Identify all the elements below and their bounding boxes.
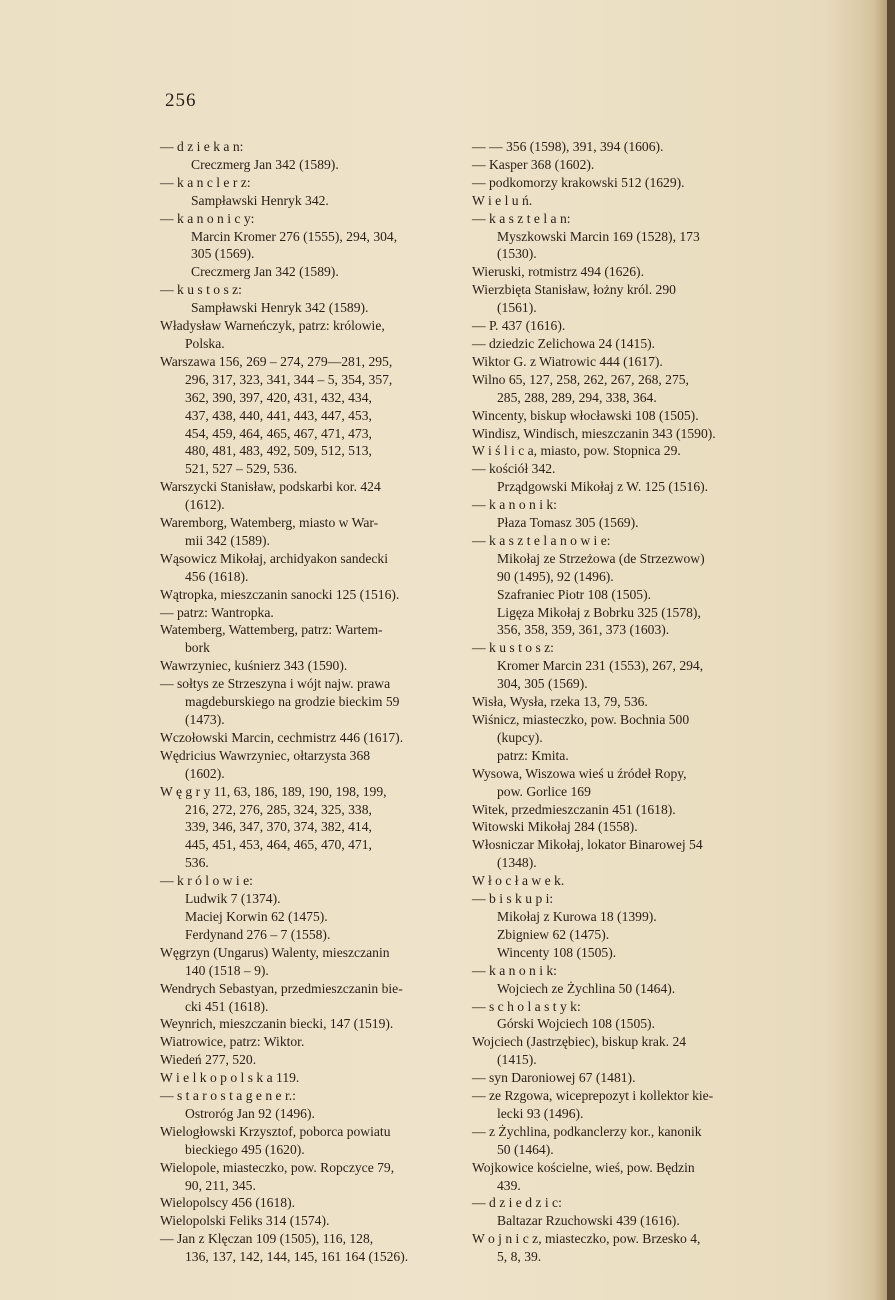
index-line: Witek, przedmieszczanin 451 (1618).: [472, 801, 676, 817]
index-line: 480, 481, 483, 492, 509, 512, 513,: [185, 443, 372, 459]
index-line: Ludwik 7 (1374).: [185, 891, 281, 907]
index-line: Wawrzyniec, kuśnierz 343 (1590).: [160, 658, 348, 674]
index-line: W ę g r y 11, 63, 186, 189, 190, 198, 199,: [160, 783, 387, 799]
index-line: Waremborg, Watemberg, miasto w War-: [160, 515, 379, 531]
index-line: Wielopolscy 456 (1618).: [160, 1195, 295, 1211]
index-line: W i ś l i c a, miasto, pow. Stopnica 29.: [472, 443, 681, 459]
index-line: 216, 272, 276, 285, 324, 325, 338,: [185, 801, 372, 817]
index-line: W i e l u ń.: [472, 192, 533, 208]
index-line: Wojkowice kościelne, wieś, pow. Będzin: [472, 1159, 695, 1175]
index-line: (1602).: [185, 765, 225, 781]
index-line: 456 (1618).: [185, 568, 249, 584]
index-line: — podkomorzy krakowski 512 (1629).: [472, 174, 685, 190]
index-line: Zbigniew 62 (1475).: [497, 926, 610, 942]
index-line: 521, 527 – 529, 536.: [185, 461, 298, 477]
index-line: Wiatrowice, patrz: Wiktor.: [160, 1034, 305, 1050]
index-line: bork: [185, 640, 210, 656]
index-line: Wojciech (Jastrzębiec), biskup krak. 24: [472, 1034, 687, 1050]
index-line: bieckiego 495 (1620).: [185, 1141, 305, 1157]
index-line: patrz: Kmita.: [497, 747, 569, 763]
index-line: Windisz, Windisch, mieszczanin 343 (1590).: [472, 425, 716, 441]
index-line: Wielopole, miasteczko, pow. Ropczyce 79,: [160, 1159, 395, 1175]
index-line: Ostroróg Jan 92 (1496).: [185, 1105, 315, 1121]
index-line: — k r ó l o w i e:: [160, 873, 253, 889]
index-line: W o j n i c z, miasteczko, pow. Brzesko 4,: [472, 1231, 701, 1247]
index-line: — syn Daroniowej 67 (1481).: [472, 1070, 636, 1086]
index-line: Marcin Kromer 276 (1555), 294, 304,: [191, 228, 398, 244]
index-line: Wczołowski Marcin, cechmistrz 446 (1617).: [160, 729, 404, 745]
index-line: Prządgowski Mikołaj z W. 125 (1516).: [497, 479, 709, 495]
index-line: Wątropka, mieszczanin sanocki 125 (1516).: [160, 586, 400, 602]
index-line: — P. 437 (1616).: [472, 318, 566, 334]
index-line: W ł o c ł a w e k.: [472, 873, 565, 889]
index-line: Wiedeń 277, 520.: [160, 1052, 257, 1068]
index-line: — dziedzic Zelichowa 24 (1415).: [472, 335, 656, 351]
index-line: Wilno 65, 127, 258, 262, 267, 268, 275,: [472, 371, 689, 387]
index-line: — k a n c l e r z:: [160, 174, 251, 190]
index-line: Myszkowski Marcin 169 (1528), 173: [497, 228, 700, 244]
index-line: 136, 137, 142, 144, 145, 161 164 (1526).: [185, 1249, 409, 1265]
index-line: 304, 305 (1569).: [497, 676, 588, 692]
index-line: 439.: [497, 1177, 521, 1193]
index-line: Creczmerg Jan 342 (1589).: [191, 156, 339, 172]
index-line: Mikołaj ze Strzeżowa (de Strzezwow): [497, 550, 705, 566]
index-line: (1348).: [497, 855, 537, 871]
index-line: Warszawa 156, 269 – 274, 279—281, 295,: [160, 353, 393, 369]
index-line: — sołtys ze Strzeszyna i wójt najw. prawa: [160, 676, 391, 692]
index-line: — k a n o n i k:: [472, 962, 557, 978]
index-line: (1561).: [497, 300, 537, 316]
index-line: — k a s z t e l a n:: [472, 210, 571, 226]
index-line: Wieruski, rotmistrz 494 (1626).: [472, 264, 644, 280]
index-line: 140 (1518 – 9).: [185, 962, 269, 978]
index-line: Wendrych Sebastyan, przedmieszczanin bie-: [160, 980, 403, 996]
index-line: 296, 317, 323, 341, 344 – 5, 354, 357,: [185, 371, 393, 387]
index-line: Wojciech ze Żychlina 50 (1464).: [497, 980, 676, 996]
index-line: — — 356 (1598), 391, 394 (1606).: [472, 139, 664, 154]
index-line: Ligęza Mikołaj z Bobrku 325 (1578),: [497, 604, 701, 620]
index-line: 362, 390, 397, 420, 431, 432, 434,: [185, 389, 372, 405]
index-line: — Kasper 368 (1602).: [472, 156, 595, 172]
index-line: (1473).: [185, 712, 225, 727]
index-line: Maciej Korwin 62 (1475).: [185, 908, 328, 924]
index-line: Wielopolski Feliks 314 (1574).: [160, 1213, 330, 1229]
index-line: — z Żychlina, podkanclerzy kor., kanonik: [472, 1123, 702, 1139]
index-line: Władysław Warneńczyk, patrz: królowie,: [160, 318, 385, 334]
index-line: — k u s t o s z:: [472, 640, 554, 656]
index-line: 437, 438, 440, 441, 443, 447, 453,: [185, 407, 372, 423]
index-line: 285, 288, 289, 294, 338, 364.: [497, 389, 657, 405]
index-line: — kościół 342.: [472, 461, 556, 477]
index-line: Witowski Mikołaj 284 (1558).: [472, 819, 638, 835]
index-line: Górski Wojciech 108 (1505).: [497, 1016, 655, 1032]
index-line: Wędricius Wawrzyniec, ołtarzysta 368: [160, 747, 371, 763]
index-line: Wielogłowski Krzysztof, poborca powiatu: [160, 1123, 391, 1139]
index-line: lecki 93 (1496).: [497, 1105, 584, 1121]
index-line: Sampławski Henryk 342 (1589).: [191, 300, 369, 316]
index-line: Kromer Marcin 231 (1553), 267, 294,: [497, 658, 704, 674]
index-line: Watemberg, Wattemberg, patrz: Wartem-: [160, 622, 383, 638]
index-line: (1612).: [185, 497, 225, 513]
index-line: — patrz: Wantropka.: [160, 604, 274, 620]
index-line: — d z i e k a n:: [160, 139, 244, 154]
index-line: 5, 8, 39.: [497, 1249, 542, 1265]
right-index-column: [472, 138, 772, 1266]
index-line: magdeburskiego na grodzie bieckim 59: [185, 694, 400, 710]
index-line: pow. Gorlice 169: [497, 783, 591, 799]
index-line: — d z i e d z i c:: [472, 1195, 562, 1211]
page-number: 256: [165, 90, 197, 111]
index-line: mii 342 (1589).: [185, 532, 270, 548]
index-line: 90 (1495), 92 (1496).: [497, 568, 614, 584]
index-line: 339, 346, 347, 370, 374, 382, 414,: [185, 819, 372, 835]
index-line: Mikołaj z Kurowa 18 (1399).: [497, 908, 657, 924]
index-line: Płaza Tomasz 305 (1569).: [497, 515, 639, 531]
binding-edge: [887, 0, 895, 1300]
index-line: — s c h o l a s t y k:: [472, 998, 581, 1014]
index-line: — k a n o n i c y:: [160, 210, 255, 226]
index-line: Sampławski Henryk 342.: [191, 192, 329, 208]
index-line: 454, 459, 464, 465, 467, 471, 473,: [185, 425, 372, 441]
index-line: Szafraniec Piotr 108 (1505).: [497, 586, 652, 602]
index-line: Włosniczar Mikołaj, lokator Binarowej 54: [472, 837, 703, 853]
index-line: — s t a r o s t a g e n e r.:: [160, 1088, 296, 1104]
index-line: Wiktor G. z Wiatrowic 444 (1617).: [472, 353, 663, 369]
index-line: Wincenty 108 (1505).: [497, 944, 617, 960]
index-line: Wierzbięta Stanisław, łożny król. 290: [472, 282, 676, 298]
index-line: Wąsowicz Mikołaj, archidyakon sandecki: [160, 550, 388, 566]
index-line: Ferdynand 276 – 7 (1558).: [185, 926, 331, 942]
index-line: (kupcy).: [497, 729, 543, 745]
index-line: W i e l k o p o l s k a 119.: [160, 1070, 300, 1086]
index-line: cki 451 (1618).: [185, 998, 269, 1014]
index-line: Wincenty, biskup włocławski 108 (1505).: [472, 407, 699, 423]
index-line: — ze Rzgowa, wiceprepozyt i kollektor kie-: [472, 1088, 714, 1104]
index-line: Weynrich, mieszczanin biecki, 147 (1519).: [160, 1016, 394, 1032]
index-line: 90, 211, 345.: [185, 1177, 256, 1193]
index-line: Węgrzyn (Ungarus) Walenty, mieszczanin: [160, 944, 390, 960]
index-line: — k a n o n i k:: [472, 497, 557, 513]
index-line: 445, 451, 453, 464, 465, 470, 471,: [185, 837, 372, 853]
index-line: Polska.: [185, 335, 225, 351]
index-line: (1415).: [497, 1052, 537, 1068]
index-line: 305 (1569).: [191, 246, 255, 262]
index-line: Wisła, Wysła, rzeka 13, 79, 536.: [472, 694, 648, 710]
left-index-column: [160, 138, 460, 1266]
index-line: Wiśnicz, miasteczko, pow. Bochnia 500: [472, 712, 690, 727]
index-line: — k u s t o s z:: [160, 282, 242, 298]
index-line: Creczmerg Jan 342 (1589).: [191, 264, 339, 280]
index-line: — Jan z Klęczan 109 (1505), 116, 128,: [160, 1231, 374, 1247]
index-line: — k a s z t e l a n o w i e:: [472, 532, 611, 548]
index-line: (1530).: [497, 246, 537, 262]
index-line: Wysowa, Wiszowa wieś u źródeł Ropy,: [472, 765, 687, 781]
index-line: Baltazar Rzuchowski 439 (1616).: [497, 1213, 680, 1229]
index-line: 356, 358, 359, 361, 373 (1603).: [497, 622, 670, 638]
index-line: 536.: [185, 855, 209, 871]
index-line: Warszycki Stanisław, podskarbi kor. 424: [160, 479, 381, 495]
index-line: 50 (1464).: [497, 1141, 554, 1157]
index-line: — b i s k u p i:: [472, 891, 554, 907]
